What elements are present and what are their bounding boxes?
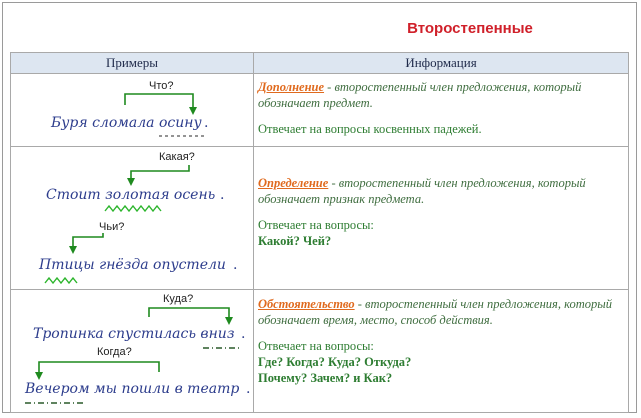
question-arrow xyxy=(131,165,189,180)
examples-cell xyxy=(11,74,254,147)
example-sentence: Птицы гнёзда опустели xyxy=(39,257,226,273)
svg-text:.: . xyxy=(204,115,209,131)
arrow-head xyxy=(35,372,43,380)
question-list: Какой? Чей? xyxy=(258,234,332,248)
term-label: Дополнение xyxy=(258,80,325,94)
term-label: Определение xyxy=(258,176,329,190)
example-question: Куда? xyxy=(163,293,194,305)
table-row xyxy=(11,147,629,290)
table-row xyxy=(11,74,629,147)
svg-text:.: . xyxy=(241,326,246,342)
svg-text:.: . xyxy=(220,187,225,203)
example-question: Какая? xyxy=(159,151,195,163)
answers-text: Отвечает на вопросы: xyxy=(258,339,374,353)
table-header-row xyxy=(11,53,629,74)
arrow-head xyxy=(189,107,197,115)
svg-text:.: . xyxy=(233,257,238,273)
example-question: Когда? xyxy=(97,346,132,358)
header-examples: Примеры xyxy=(11,53,254,74)
svg-text:.: . xyxy=(246,381,251,397)
examples-cell xyxy=(11,290,254,413)
attribute-underline xyxy=(45,278,77,283)
attribute-underline xyxy=(105,206,161,211)
question-arrow xyxy=(73,233,103,248)
term-label: Обстоятельство xyxy=(258,297,355,311)
info-cell xyxy=(254,147,629,290)
info-cell xyxy=(254,74,629,147)
members-table xyxy=(10,52,629,413)
term-description: - второстепенный член предложения, который обозначает признак предмета. xyxy=(258,176,586,206)
arrow-head xyxy=(225,317,233,325)
example-diagram xyxy=(11,147,253,289)
term-description: - второстепенный член предложения, который обозначает время, место, способ действия. xyxy=(258,297,612,327)
question-list: Почему? Зачем? и Как? xyxy=(258,371,393,385)
answers-text: Отвечает на вопросы: xyxy=(258,218,374,232)
example-diagram xyxy=(11,74,253,146)
term-description: - второстепенный член предложения, который обозначает предмет. xyxy=(258,80,582,110)
question-arrow xyxy=(149,308,229,318)
table-row xyxy=(11,290,629,413)
header-info: Информация xyxy=(254,53,629,74)
example-sentence: Стоит золотая осень xyxy=(46,187,216,203)
example-question: Что? xyxy=(149,80,174,92)
example-sentence: Вечером мы пошли в театр xyxy=(25,381,240,397)
example-sentence: Буря сломала осину xyxy=(51,115,202,131)
question-list: Где? Когда? Куда? Откуда? xyxy=(258,355,412,369)
info-cell xyxy=(254,290,629,413)
example-question: Чьи? xyxy=(99,221,125,233)
arrow-head xyxy=(127,178,135,186)
arrow-head xyxy=(69,246,77,254)
example-diagram xyxy=(11,290,253,412)
examples-cell xyxy=(11,147,254,290)
answers-text: Отвечает на вопросы косвенных падежей. xyxy=(258,122,482,136)
question-arrow xyxy=(39,362,159,374)
page-title: Второстепенные xyxy=(407,20,533,37)
question-arrow xyxy=(125,94,193,108)
example-sentence: Тропинка спустилась вниз xyxy=(33,326,235,342)
